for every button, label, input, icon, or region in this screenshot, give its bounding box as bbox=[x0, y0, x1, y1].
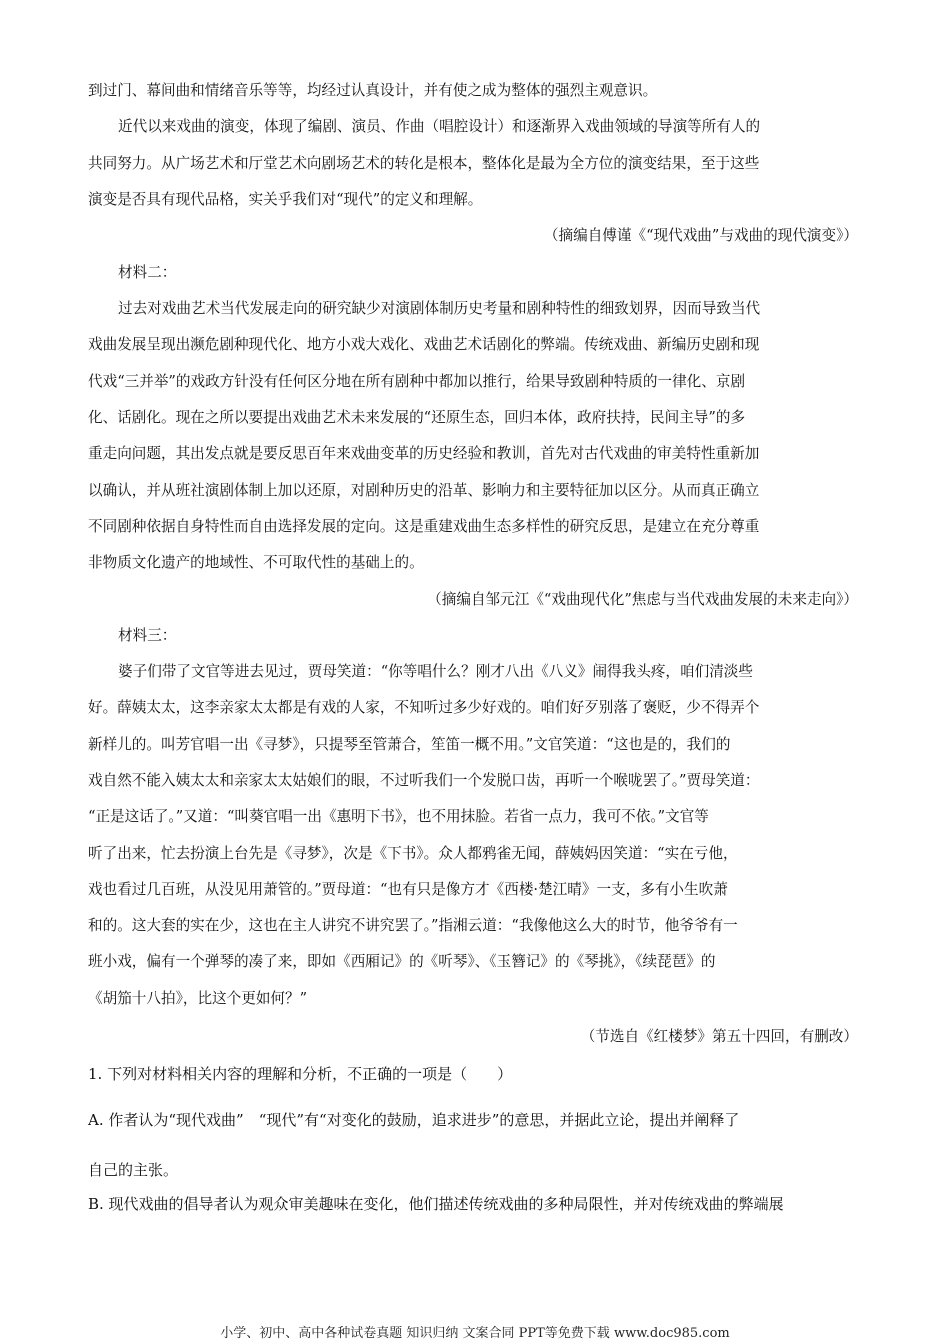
text-line: 婆子们带了文官等进去见过，贾母笑道：“你等唱什么？刚才八出《八义》闹得我头疼，咱们清淡些 bbox=[118, 663, 753, 680]
text-line: 戏也看过几百班，从没见用萧管的。”贾母道：“也有只是像方才《西楼·楚江晴》一支，多有小生吹萧 bbox=[88, 881, 728, 898]
text-line: 重走向问题，其出发点就是要反思百年来戏曲变革的历史经验和教训，首先对古代戏曲的审美特性重新加 bbox=[88, 445, 760, 462]
option-a-continued: 自己的主张。 bbox=[88, 1161, 179, 1179]
text-line: 近代以来戏曲的演变，体现了编剧、演员、作曲（唱腔设计）和逐渐界入戏曲领域的导演等所有人的 bbox=[118, 118, 761, 135]
text-line: 以确认，并从班社演剧体制上加以还原，对剧种历史的沿革、影响力和主要特征加以区分。从而真正确立 bbox=[88, 482, 760, 499]
text-line: 《胡笳十八拍》，比这个更如何？” bbox=[88, 990, 308, 1007]
text-line: 不同剧种依据自身特性而自由选择发展的定向。这是重建戏曲生态多样性的研究反思，是建立在充分尊重 bbox=[88, 518, 760, 535]
text-line: 戏曲发展呈现出濒危剧种现代化、地方小戏大戏化、戏曲艺术话剧化的弊端。传统戏曲、新编历史剧和现 bbox=[88, 336, 760, 353]
text-line: 代戏“三并举”的戏政方针没有任何区分地在所有剧种中都加以推行，给果导致剧种特质的一律化、京剧 bbox=[88, 373, 746, 390]
source-citation: （节选自《红楼梦》第五十四回，有删改） bbox=[580, 1028, 858, 1045]
text-line: 班小戏，偏有一个弹琴的凑了来，即如《西厢记》的《听琴》、《玉簪记》的《琴挑》，《续琵琶》的 bbox=[88, 953, 716, 970]
text-line: 非物质文化遗产的地域性、不可取代性的基础上的。 bbox=[88, 554, 424, 571]
text-line: 新样儿的。叫芳官唱一出《寻梦》，只提琴至管萧合，笙笛一概不用。”文官笑道：“这也是的，我们的 bbox=[88, 736, 731, 753]
page-footer: 小学、初中、高中各种试卷真题 知识归纳 文案合同 PPT等免费下载 www.doc985.com bbox=[220, 1326, 730, 1341]
text-line: 共同努力。从广场艺术和厅堂艺术向剧场艺术的转化是根本，整体化是最为全方位的演变结果，至于这些 bbox=[88, 155, 760, 172]
text-line: 过去对戏曲艺术当代发展走向的研究缺少对演剧体制历史考量和剧种特性的细致划界，因而导致当代 bbox=[118, 300, 761, 317]
option-a: A. 作者认为“现代戏曲” “现代”有“对变化的鼓励，追求进步”的意思，并据此立论，提出并阐释了 bbox=[88, 1111, 740, 1129]
option-b: B. 现代戏曲的倡导者认为观众审美趣味在变化，他们描述传统戏曲的多种局限性，并对传统戏曲的弊端展 bbox=[88, 1195, 784, 1213]
text-line: 和的。这大套的实在少，这也在主人讲究不讲究罢了。”指湘云道：“我像他这么大的时节，他爷爷有一 bbox=[88, 917, 738, 934]
text-line: “正是这话了。”又道：“叫葵官唱一出《惠明下书》，也不用抹脸。若省一点力，我可不依。”文官等 bbox=[88, 808, 709, 825]
source-citation: （摘编自傅谨《“现代戏曲”与戏曲的现代演变》） bbox=[543, 227, 858, 244]
text-line: 戏自然不能入姨太太和亲家太太姑娘们的眼，不过听我们一个发脱口齿，再听一个喉咙罢了。”贾母笑道： bbox=[88, 772, 760, 789]
text-line: 演变是否具有现代品格，实关乎我们对“现代”的定义和理解。 bbox=[88, 191, 483, 208]
text-line: 好。薛姨太太，这李亲家太太都是有戏的人家，不知听过多少好戏的。咱们好歹别落了褒贬，少不得弄个 bbox=[88, 699, 760, 716]
section-heading: 材料二： bbox=[118, 264, 177, 281]
text-line: 化、话剧化。现在之所以要提出戏曲艺术未来发展的“还原生态，回归本体，政府扶持，民间主导”的多 bbox=[88, 409, 746, 426]
text-line: 听了出来，忙去扮演上台先是《寻梦》，次是《下书》。众人都鸦雀无闻，薛姨妈因笑道：“实在亏他， bbox=[88, 845, 738, 862]
section-heading: 材料三： bbox=[118, 627, 177, 644]
question-stem: 1. 下列对材料相关内容的理解和分析，不正确的一项是（ ） bbox=[88, 1065, 513, 1083]
text-line: 到过门、幕间曲和情绪音乐等等，均经过认真设计，并有使之成为整体的强烈主观意识。 bbox=[88, 82, 658, 99]
source-citation: （摘编自邹元江《“戏曲现代化”焦虑与当代戏曲发展的未来走向》） bbox=[427, 591, 858, 608]
